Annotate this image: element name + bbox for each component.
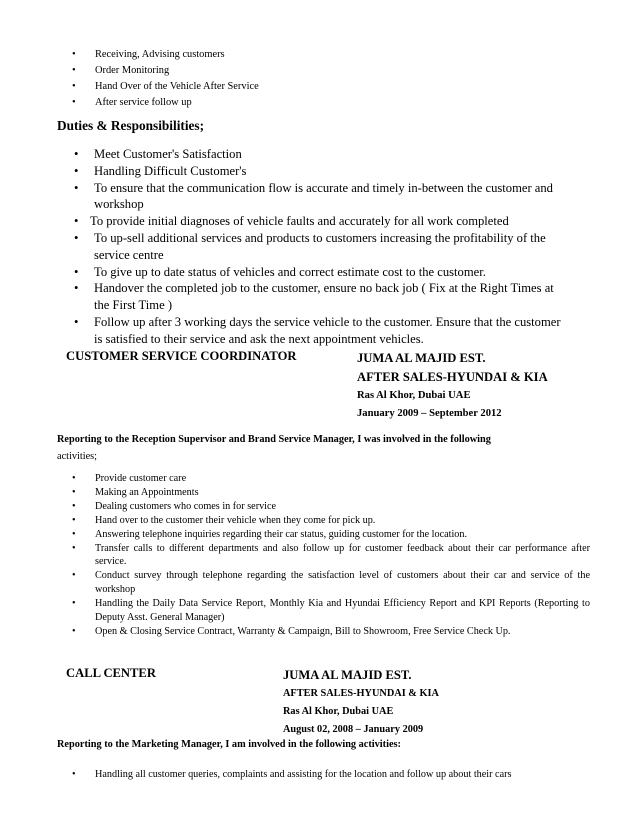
bullet-icon: • (72, 65, 76, 76)
duties-list (74, 146, 568, 348)
bullet-icon: • (74, 180, 79, 195)
reporting-statement: Reporting to the Marketing Manager, I am involved in the following activities: (57, 739, 401, 750)
list-item: • Handover the completed job to the customer, ensure no back job ( Fix at the Right Times at the First Time ) (74, 281, 554, 313)
duties-heading: Duties & Responsibilities; (57, 118, 205, 133)
bullet-icon: • (72, 97, 76, 108)
list-item: • Open & Closing Service Contract, Warranty & Campaign, Bill to Showroom, Free Service Check Up. (72, 625, 511, 637)
activities-list (72, 768, 592, 782)
employment-period: August 02, 2008 – January 2009 (283, 724, 424, 735)
list-item: • To ensure that the communication flow is accurate and timely in-between the customer and workshop (74, 180, 553, 212)
employment-period: January 2009 – September 2012 (357, 408, 502, 419)
responsibility-list (72, 47, 592, 111)
bullet-icon: • (74, 281, 79, 296)
company-name: JUMA AL MAJID EST. (357, 351, 486, 365)
list-item: • Answering telephone inquiries regarding their car status, guiding customer for the location. (72, 528, 468, 540)
bullet-icon: • (72, 542, 76, 554)
company-location: Ras Al Khor, Dubai UAE (357, 390, 471, 401)
bullet-icon: • (74, 163, 79, 178)
list-item: • Dealing customers who comes in for service (72, 500, 277, 512)
list-item: • To up-sell additional services and products to customers increasing the profitability of the service centre (74, 230, 546, 262)
list-item: • Follow up after 3 working days the service vehicle to the customer. Ensure that the customer is satisfied to their service and ask the next appointment vehicles. (74, 314, 561, 346)
activities-list (72, 472, 590, 639)
bullet-icon: • (72, 49, 76, 60)
bullet-icon: • (72, 514, 76, 526)
bullet-icon: • (72, 625, 76, 637)
list-item: • Making an Appointments (72, 486, 199, 498)
bullet-icon: • (72, 769, 76, 780)
list-item: • Hand over to the customer their vehicle when they come for pick up. (72, 514, 376, 526)
list-item: • Conduct survey through telephone regarding the satisfaction level of customers about their car and service of the workshop (72, 570, 590, 596)
bullet-icon: • (72, 570, 76, 582)
list-item: • Handling all customer queries, complaints and assisting for the location and follow up about their cars (72, 769, 512, 780)
company-division: AFTER SALES-HYUNDAI & KIA (357, 370, 548, 384)
list-item: • To give up to date status of vehicles and correct estimate cost to the customer. (74, 264, 486, 279)
reporting-statement: Reporting to the Reception Supervisor and Brand Service Manager, I was involved in the following activities; (57, 434, 491, 462)
bullet-icon: • (74, 214, 79, 229)
list-item: • To provide initial diagnoses of vehicle faults and accurately for all work completed (74, 214, 509, 229)
bullet-icon: • (74, 314, 79, 329)
list-item: • Hand Over of the Vehicle After Service (72, 79, 592, 95)
bullet-icon: • (72, 473, 76, 484)
bullet-icon: • (72, 598, 76, 610)
bullet-icon: • (74, 230, 79, 245)
bullet-icon: • (72, 486, 76, 498)
bullet-icon: • (72, 528, 76, 540)
company-division: AFTER SALES-HYUNDAI & KIA (283, 688, 439, 699)
company-location: Ras Al Khor, Dubai UAE (283, 706, 394, 717)
list-item: • Order Monitoring (72, 63, 592, 79)
list-item: • Handling Difficult Customer's (74, 163, 247, 178)
company-block (357, 349, 548, 423)
list-item: • Handling the Daily Data Service Report, Monthly Kia and Hyundai Efficiency Report and KPI Reports (Reporting to Deputy Asst. General Manager) (72, 598, 590, 624)
company-block (283, 666, 439, 739)
list-item: • Receiving, Advising customers (72, 47, 592, 63)
bullet-icon: • (72, 500, 76, 512)
list-item: • Provide customer care (72, 473, 187, 484)
job-title: CALL CENTER (66, 666, 156, 680)
list-item: • Transfer calls to different departments and also follow up for customer feedback about their car performance after service. (72, 542, 590, 568)
bullet-icon: • (74, 264, 79, 279)
company-name: JUMA AL MAJID EST. (283, 668, 412, 682)
list-item: • After service follow up (72, 95, 592, 111)
list-item: • Meet Customer's Satisfaction (74, 147, 242, 161)
bullet-icon: • (72, 81, 76, 92)
job-title: CUSTOMER SERVICE COORDINATOR (66, 349, 297, 363)
bullet-icon: • (74, 147, 79, 161)
